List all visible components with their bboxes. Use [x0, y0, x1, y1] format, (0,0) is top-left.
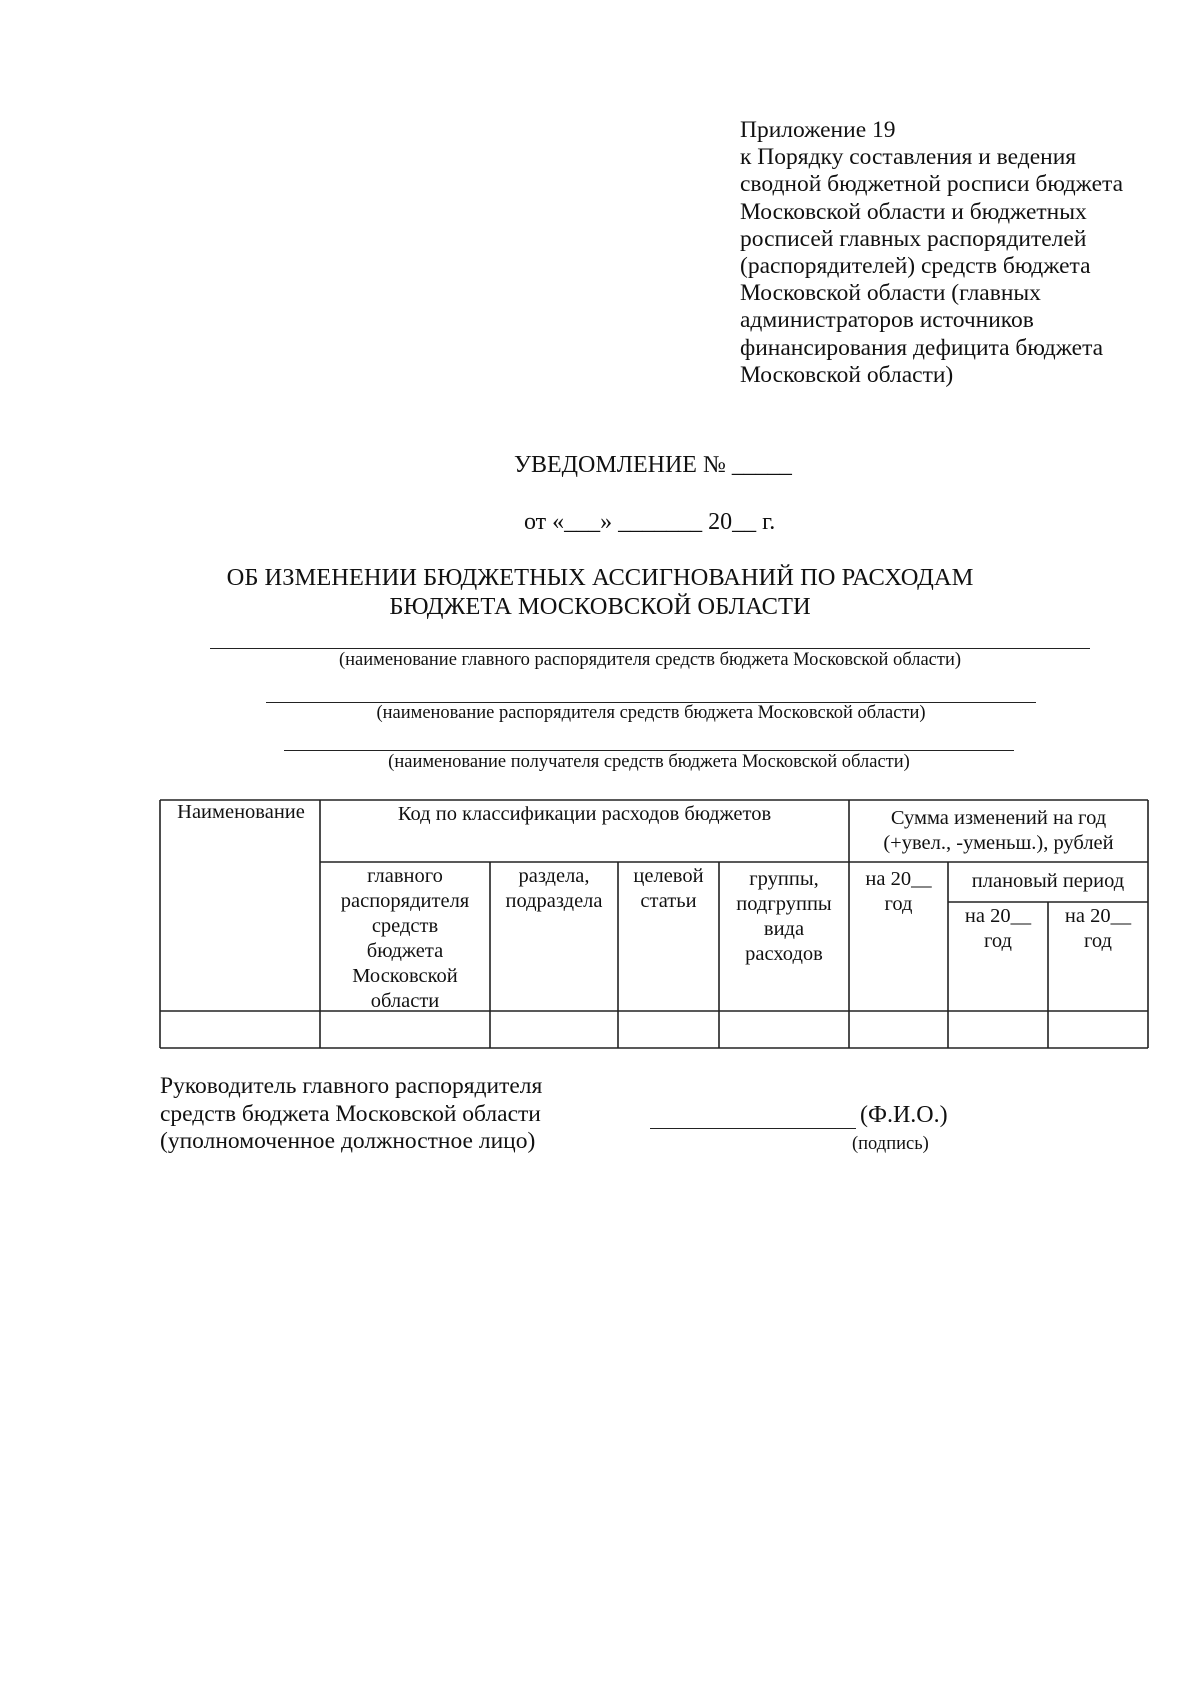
main-manager-code-header — [320, 864, 490, 1014]
header-line: вида — [763, 918, 805, 940]
header-line: раздела, — [518, 865, 590, 887]
recipient-caption: (наименование получателя средств бюджета Московской области) — [388, 752, 910, 772]
appendix-line: администраторов источников — [740, 307, 1034, 334]
header-line: на 20__ — [964, 905, 1032, 927]
fio-label: (Ф.И.О.) — [860, 1102, 948, 1128]
manager-caption: (наименование распорядителя средств бюджета Московской области) — [376, 703, 926, 723]
sum-header-line: Сумма изменений на год — [890, 807, 1107, 829]
main-manager-caption: (наименование главного распорядителя средств бюджета Московской области) — [338, 650, 962, 670]
section-code-header — [490, 864, 618, 914]
signer-line: средств бюджета Московской области — [160, 1100, 541, 1127]
header-line: бюджета — [366, 940, 444, 962]
signature-line — [650, 1128, 856, 1129]
expense-group-header — [719, 867, 849, 967]
header-line: год — [884, 893, 913, 915]
planned-period-header: плановый период — [971, 870, 1125, 892]
code-column-header: Код по классификации расходов бюджетов — [397, 803, 772, 825]
header-line: подраздела — [505, 890, 603, 912]
appendix-line: Приложение 19 — [740, 117, 896, 143]
name-column-header: Наименование — [177, 801, 305, 823]
appendix-line: росписей главных распорядителей — [740, 225, 1087, 252]
appendix-line: финансирования дефицита бюджета — [740, 334, 1104, 361]
appendix-line: сводной бюджетной росписи бюджета — [740, 171, 1124, 198]
appendix-line: к Порядку составления и ведения — [740, 144, 1077, 171]
notice-heading-line: ОБ ИЗМЕНЕНИИ БЮДЖЕТНЫХ АССИГНОВАНИЙ ПО РАСХОДАМ — [226, 564, 974, 591]
appendix-line: (распорядителей) средств бюджета — [740, 253, 1091, 280]
header-line: главного — [367, 865, 443, 887]
signature-caption: (подпись) — [852, 1134, 929, 1154]
signer-line: Руководитель главного распорядителя — [160, 1073, 543, 1099]
target-article-header — [618, 864, 719, 914]
current-year-header — [849, 867, 948, 917]
header-line: Московской — [352, 965, 458, 987]
header-line: средств — [371, 915, 439, 937]
appendix-line: Московской области и бюджетных — [740, 198, 1087, 225]
notice-date: от «___» _______ 20__ г. — [524, 509, 776, 535]
signer-line: (уполномоченное должностное лицо) — [160, 1128, 536, 1154]
header-line: год — [984, 930, 1012, 952]
notice-number-title: УВЕДОМЛЕНИЕ № _____ — [514, 452, 792, 478]
header-line: год — [1084, 930, 1112, 952]
header-line: расходов — [745, 943, 823, 965]
plan-year-1-header — [948, 904, 1048, 954]
plan-year-2-header — [1048, 904, 1148, 954]
header-line: целевой — [633, 865, 704, 887]
header-line: распорядителя — [340, 890, 470, 912]
header-line: на 20__ — [865, 868, 932, 890]
sum-header-line: (+увел., -уменьш.), рублей — [883, 832, 1114, 854]
header-line: области — [370, 990, 440, 1012]
signer-title — [160, 1073, 542, 1156]
header-line: группы, — [749, 868, 819, 890]
header-line: подгруппы — [736, 893, 832, 915]
notice-heading-line: БЮДЖЕТА МОСКОВСКОЙ ОБЛАСТИ — [389, 593, 811, 620]
header-line: на 20__ — [1064, 905, 1132, 927]
appendix-line: Московской области (главных — [740, 280, 1041, 307]
header-line: статьи — [640, 890, 697, 912]
appendix-line: Московской области) — [740, 361, 954, 388]
sum-column-header — [849, 806, 1148, 856]
